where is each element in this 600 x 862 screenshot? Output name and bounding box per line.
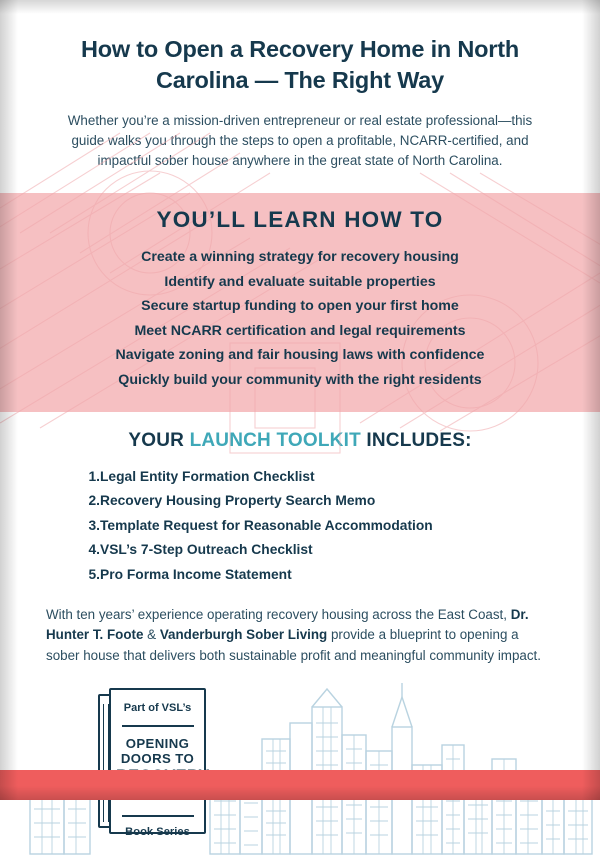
toolkit-heading-highlight: LAUNCH TOOLKIT [189, 429, 361, 451]
learn-heading: YOU’LL LEARN HOW TO [156, 207, 444, 233]
author-name: Dr. Hunter T. Foote [46, 606, 529, 643]
list-item: Legal Entity Formation Checklist [100, 468, 315, 484]
footer-accent-bar [0, 770, 600, 800]
learn-section [0, 193, 600, 412]
closing-paragraph [0, 591, 600, 666]
list-item: Pro Forma Income Statement [100, 566, 292, 582]
closing-part3: provide a blueprint to opening a sober house that delivers both sustainable profit and meaningful community impact. [46, 627, 541, 663]
learn-item: Quickly build your community with the right residents [118, 371, 482, 388]
skyline-section [0, 672, 600, 862]
hero-section [0, 0, 600, 193]
learn-item: Navigate zoning and fair housing laws with confidence [115, 347, 485, 364]
organization-name: Vanderburgh Sober Living [159, 627, 328, 643]
toolkit-heading [46, 430, 554, 452]
book-series-badge [98, 688, 206, 838]
learn-item: Meet NCARR certification and legal requirements [134, 322, 466, 339]
toolkit-heading-after: INCLUDES: [360, 429, 472, 451]
badge-bottom-line: Book Series [125, 825, 190, 838]
list-item: Template Request for Reasonable Accommodation [100, 517, 433, 533]
learn-item: Identify and evaluate suitable properties [164, 273, 436, 290]
divider [122, 725, 194, 727]
learn-item: Secure startup funding to open your first home [141, 298, 459, 315]
book-cover-face [109, 688, 206, 838]
page-title: How to Open a Recovery Home in North Carolina — The Right Way [80, 36, 520, 93]
badge-top-line: Part of VSL’s [123, 702, 192, 715]
closing-part1: With ten years’ experience operating recovery housing across the East Coast, [46, 606, 511, 622]
divider [122, 815, 194, 817]
badge-title-line1: OPENING [125, 735, 190, 751]
toolkit-section [0, 412, 600, 591]
badge-title-line2: DOORS TO [120, 751, 195, 767]
learn-item: Create a winning strategy for recovery housing [141, 249, 459, 266]
toolkit-list [46, 465, 554, 587]
city-skyline-illustration [0, 679, 600, 854]
closing-part2: & [143, 627, 160, 643]
toolkit-heading-before: YOUR [128, 429, 190, 451]
list-item: Recovery Housing Property Search Memo [100, 493, 376, 509]
hero-subtitle: Whether you’re a mission-driven entrepreneur or real estate professional—this guide walks you through the steps to open a profitable, NCARR-certified, and impactful sober house anywhere in the great state of North Carolina. [67, 113, 533, 169]
list-item: VSL’s 7-Step Outreach Checklist [100, 542, 313, 558]
